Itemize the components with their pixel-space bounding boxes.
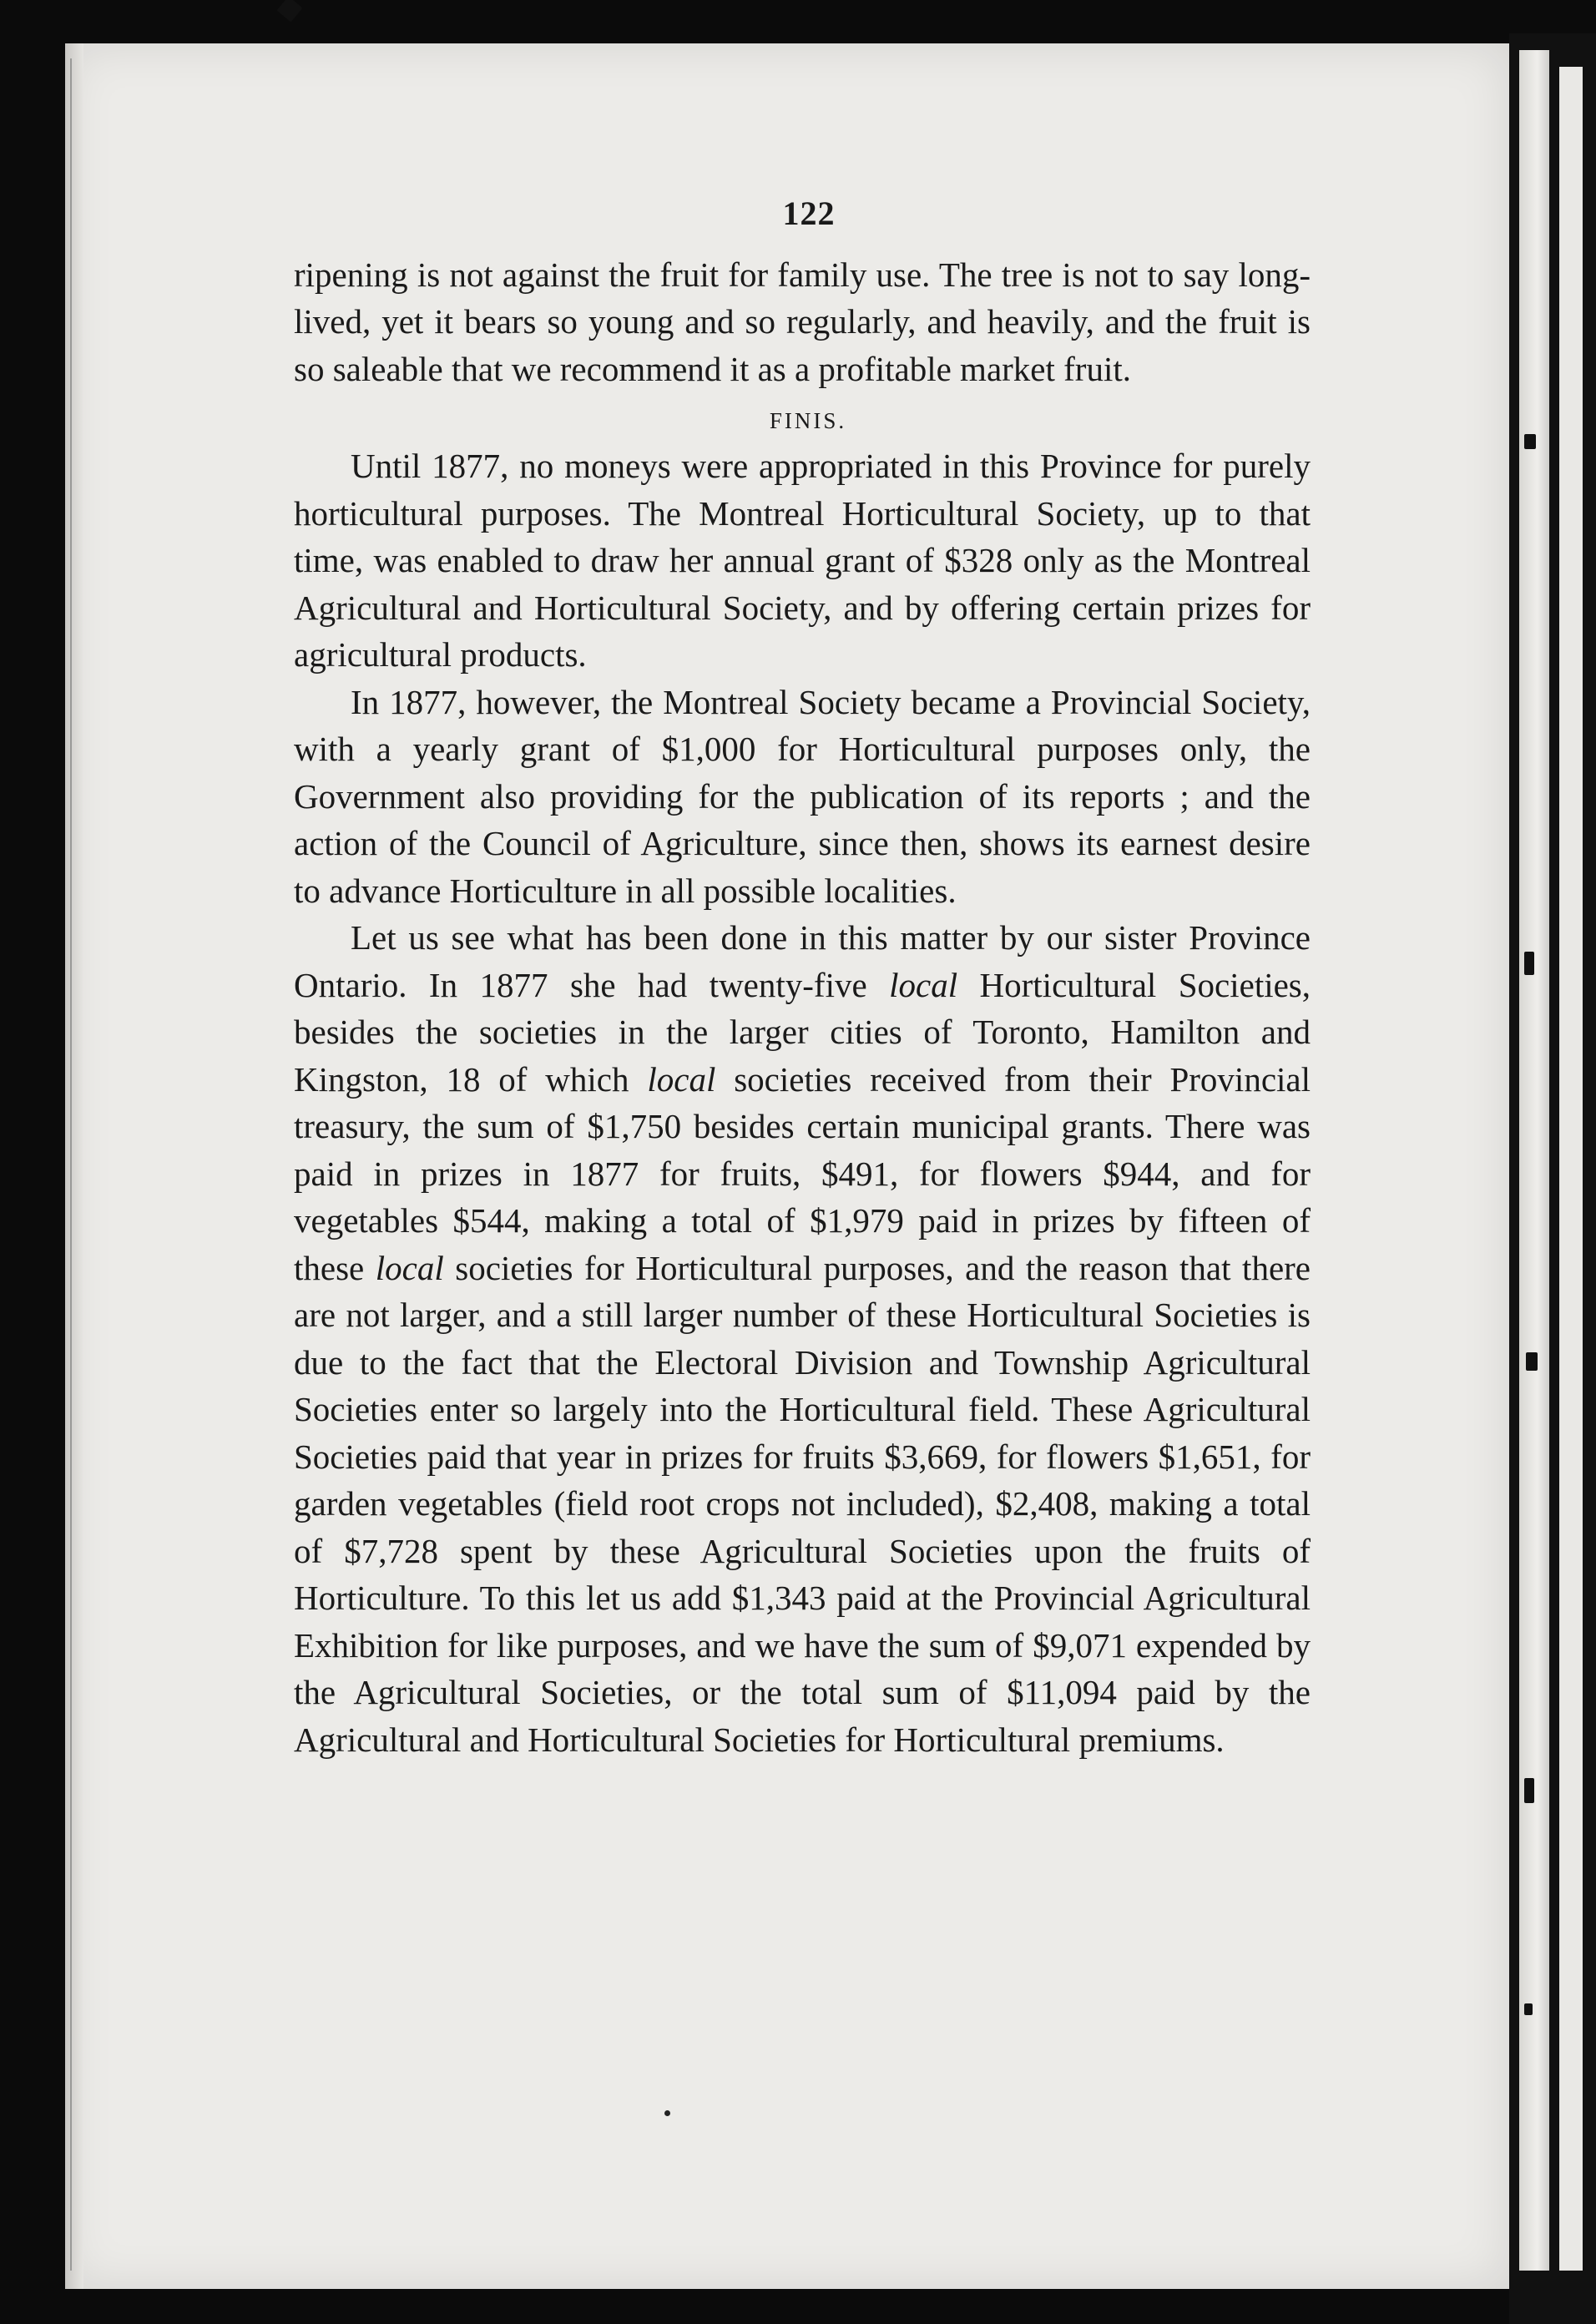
paragraph: ripening is not against the fruit for family use. The tree is not to say long-lived, yet it bears so young and so regularly, and heavily, and the fruit is so saleable that we recommend it as a profitable market fruit. [294,255,1311,388]
paragraph: Let us see what has been done in this matter by our sister Province Ontario. In 1877 she had twenty-five local Horticultural Societies, besides the societies in the larger cities of Toronto, Hamilton and Kingston, 18 of which local societies received from their Provincial treasury, the sum of $1,750 besides certain municipal grants. There was paid in prizes in 1877 for fruits, $491, for flowers $944, and for vegetables $544, making a total of $1,979 paid in prizes by fifteen of these local societies for Horticultural purposes, and the reason that there are not larger, and a still larger number of these Horticultural Societies is due to the fact that the Electoral Division and Township Agricultural Societies enter so largely into the Horticultural field. These Agricultural Societies paid that year in prizes for fruits $3,669, for flowers $1,651, for garden vegetables (field root crops not included), $2,408, making a total of $7,728 spent by these Agricultural Societies upon the fruits of Horticulture. To this let us add $1,343 paid at the Provincial Agricultural Exhibition for like purposes, and we have the sum of $9,071 expended by the Agricultural Societies, or the total sum of $11,094 paid by the Agricultural and Horticultural Societies for Horticultural premiums. [294,918,1311,1759]
intro-text [294,251,1311,393]
italic-word: local [375,1248,444,1287]
next-page-edge-outer [1559,67,1583,2271]
page-left-edge [65,43,83,2289]
section-heading: FINIS. [769,408,847,433]
section-text [294,442,1311,1763]
paragraph: Until 1877, no moneys were appropriated in this Province for purely horticultural purposes. The Montreal Horticultural Society, up to that time, was enabled to draw her annual grant of $328 only as the Montreal Agricultural and Horticultural Society, and by offering certain prizes for agricultural products. [294,447,1311,674]
paragraph: In 1877, however, the Montreal Society became a Provincial Society, with a yearly grant of $1,000 for Horticultural purposes only, the Government also providing for the publication of its reports ; and the action of the Council of Agriculture, since then, shows its earnest desire to advance Horticulture in all possible localities. [294,682,1311,910]
page-edge-line [70,58,72,2271]
page-number: 122 [782,195,836,232]
next-page-edge [1519,50,1549,2271]
binding-mark [1524,1778,1534,1803]
binding-mark [1524,952,1534,975]
italic-word: local [889,965,958,1004]
binding-mark [1524,434,1536,449]
ink-dot [664,2110,670,2116]
italic-word: local [647,1059,716,1099]
binding-mark [1526,1352,1538,1371]
page-content [294,167,1311,1763]
corner-mark [277,0,303,22]
binding-mark [1524,2003,1533,2015]
